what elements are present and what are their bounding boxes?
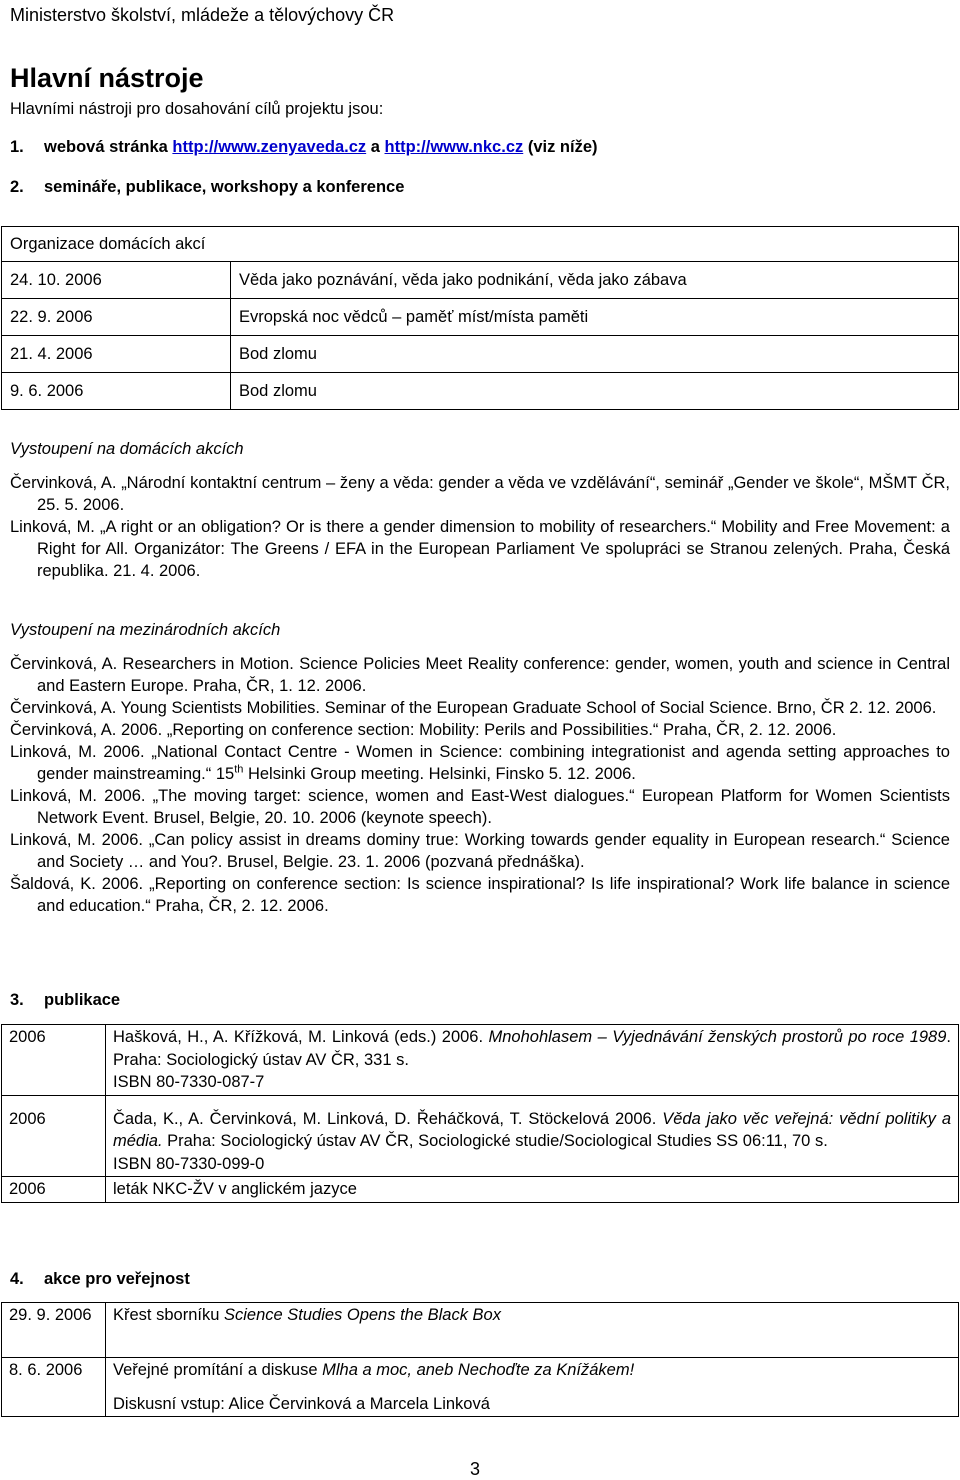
tool-item-2 (10, 176, 598, 198)
tool-number: 2. (10, 178, 24, 196)
domestic-heading: Vystoupení na domácích akcích (10, 440, 244, 458)
pub-year: 2006 (2, 1025, 106, 1096)
international-heading: Vystoupení na mezinárodních akcích (10, 621, 281, 639)
tool-prefix: webová stránka (44, 138, 173, 156)
list-item: Linková, M. 2006. „Can policy assist in dreams dominy true: Working towards gender equality in European research.“ Science and Society … and You?. Brusel, Belgie. 23. 1. 2006 (pozvaná přednáška). (10, 831, 950, 871)
tool-text: semináře, publikace, workshopy a konference (44, 178, 405, 196)
pub-entry (106, 1095, 959, 1177)
list-item (10, 741, 950, 785)
publications-table (1, 1024, 959, 1203)
section-number: 3. (10, 991, 24, 1009)
list-item: Červinková, A. „Národní kontaktní centrum – ženy a věda: gender a věda ve vzdělávání“, seminář „Gender ve škole“, MŠMT ČR, 25. 5. 2006. (10, 474, 950, 514)
list-item: Červinková, A. Researchers in Motion. Science Policies Meet Reality conference: gender, women, youth and science in Central and Eastern Europe. Praha, ČR, 1. 12. 2006. (10, 655, 950, 695)
pub-details: . Praha: Sociologický ústav AV ČR, 331 s. (113, 1028, 951, 1069)
international-section (10, 619, 950, 917)
event-name: Věda jako poznávání, věda jako podnikání, věda jako zábava (231, 262, 959, 299)
entry-text: Linková, M. 2006. „National Contact Centre - Women in Science: combining integrationist and agenda setting approaches to gender mainstreaming.“ 15 (10, 743, 950, 783)
organization-table (1, 226, 959, 410)
event-date: 9. 6. 2006 (2, 373, 231, 410)
event-title: Mlha a moc, aneb Nechoďte za Knížákem! (322, 1361, 635, 1379)
event-date: 24. 10. 2006 (2, 262, 231, 299)
page-number: 3 (470, 1459, 481, 1479)
event-name: Bod zlomu (231, 336, 959, 373)
list-item: Červinková, A. Young Scientists Mobilities. Seminar of the European Graduate School of Social Science. Brno, ČR 2. 12. 2006. (10, 699, 937, 717)
event-prefix: Veřejné promítání a diskuse (113, 1361, 323, 1379)
event-prefix: Křest sborníku (113, 1306, 224, 1324)
publications-heading (10, 989, 120, 1011)
table-row (2, 1025, 959, 1096)
superscript: th (234, 763, 244, 776)
domestic-section (10, 438, 950, 582)
section-number: 4. (10, 1270, 24, 1288)
event-date: 21. 4. 2006 (2, 336, 231, 373)
list-item: Červinková, A. 2006. „Reporting on conference section: Mobility: Perils and Possibilities.“ Praha, ČR, 2. 12. 2006. (10, 721, 837, 739)
event-date: 29. 9. 2006 (2, 1303, 106, 1358)
event-name: Evropská noc vědců – paměť míst/místa paměti (231, 299, 959, 336)
pub-details: Praha: Sociologický ústav AV ČR, Sociologické studie/Sociological Studies SS 06:11, 70 s. (162, 1132, 828, 1150)
table-row (2, 1358, 959, 1417)
table-row (2, 299, 959, 336)
tool-number: 1. (10, 138, 24, 156)
table-row (2, 336, 959, 373)
event-note: Diskusní vstup: Alice Červinková a Marcela Linková (113, 1395, 490, 1413)
tool-suffix: (viz níže) (523, 138, 598, 156)
list-item: Linková, M. 2006. „The moving target: science, women and East-West dialogues.“ European Platform for Women Scientists Network Event. Brusel, Belgie, 20. 10. 2006 (keynote speech). (10, 787, 950, 827)
page-title: Hlavní nástroje (10, 63, 204, 93)
event-date: 8. 6. 2006 (2, 1358, 106, 1417)
tool-item-1 (10, 136, 598, 158)
event-description (106, 1358, 959, 1417)
list-item: Linková, M. „A right or an obligation? Or is there a gender dimension to mobility of researchers.“ Mobility and Free Movement: a Right for All. Organizátor: The Greens / EFA in the European Parliament Ve spolupráci se Stranou zelených. Praha, Česká republika. 21. 4. 2006. (10, 518, 950, 580)
table-row (2, 373, 959, 410)
pub-year: 2006 (2, 1095, 106, 1177)
zenyaveda-link[interactable]: http://www.zenyaveda.cz (172, 138, 367, 156)
section-title: akce pro veřejnost (44, 1270, 190, 1288)
pub-entry (106, 1025, 959, 1096)
intro-line: Hlavními nástroji pro dosahování cílů projektu jsou: (10, 100, 384, 118)
ministry-header: Ministerstvo školství, mládeže a tělovýchovy ČR (10, 5, 395, 25)
pub-year: 2006 (2, 1177, 106, 1203)
table-row (2, 1177, 959, 1203)
intro-text (10, 98, 598, 198)
entry-text: Helsinki Group meeting. Helsinki, Finsko 5. 12. 2006. (243, 765, 636, 783)
pub-entry: leták NKC-ŽV v anglickém jazyce (106, 1177, 959, 1203)
pub-isbn: ISBN 80-7330-099-0 (113, 1154, 265, 1173)
table-row (2, 262, 959, 299)
public-events-table (1, 1302, 959, 1417)
event-title: Science Studies Opens the Black Box (223, 1306, 501, 1324)
pub-title: Věda jako věc veřejná: vědní politiky a média. (113, 1109, 951, 1150)
list-item: Šaldová, K. 2006. „Reporting on conference section: Is science inspirational? Is life inspirational? Work life balance in science and education.“ Praha, ČR, 2. 12. 2006. (10, 875, 950, 915)
pub-isbn: ISBN 80-7330-087-7 (113, 1073, 265, 1091)
organization-heading: Organizace domácích akcí (2, 227, 959, 262)
table-row (2, 1095, 959, 1177)
tool-mid: a (366, 138, 385, 156)
pub-authors: Hašková, H., A. Křížková, M. Linková (eds.) 2006. (113, 1028, 489, 1046)
event-description (106, 1303, 959, 1358)
pub-title: Mnohohlasem – Vyjednávání ženských prostorů po roce 1989 (488, 1028, 947, 1046)
section-title: publikace (44, 991, 121, 1009)
table-row (2, 1303, 959, 1358)
public-events-heading (10, 1268, 190, 1290)
pub-authors: Čada, K., A. Červinková, M. Linková, D. Řeháčková, T. Stöckelová 2006. (113, 1109, 663, 1128)
nkc-link[interactable]: http://www.nkc.cz (384, 138, 524, 156)
event-name: Bod zlomu (231, 373, 959, 410)
event-date: 22. 9. 2006 (2, 299, 231, 336)
